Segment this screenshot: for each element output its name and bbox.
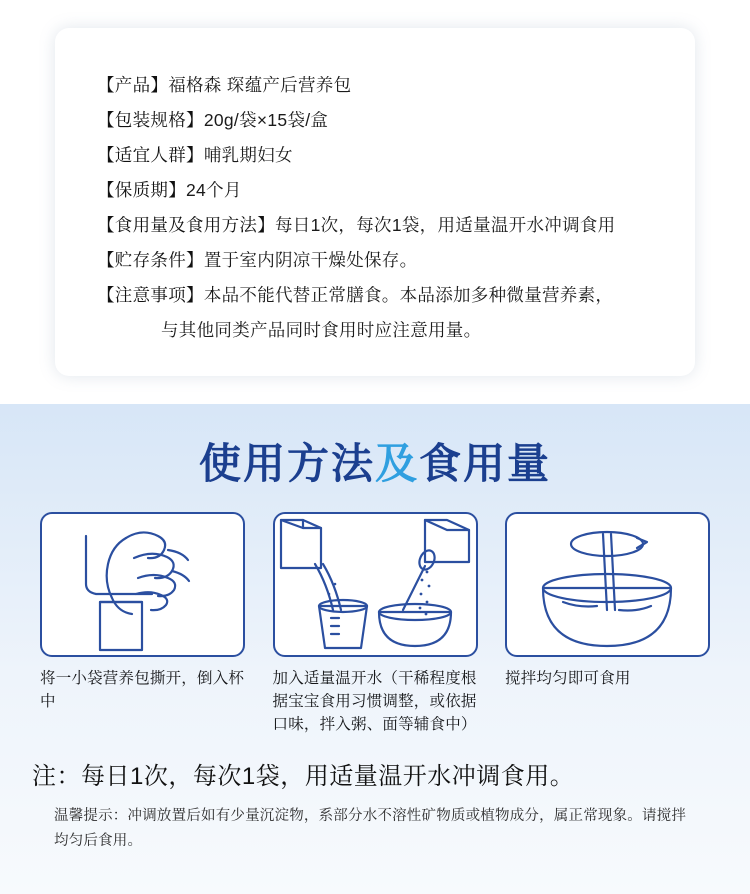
step-2-illustration-box <box>273 512 478 657</box>
step-3-illustration-box <box>505 512 710 657</box>
step-1-illustration-box <box>40 512 245 657</box>
info-row-storage <box>97 243 653 278</box>
info-label-shelf-life: 【保质期】 <box>97 180 186 200</box>
usage-title-part2: 食用量 <box>419 440 552 487</box>
info-row-product <box>97 68 653 103</box>
usage-title-accent: 及 <box>374 440 419 487</box>
step-3-caption: 搅拌均匀即可食用 <box>505 670 631 687</box>
info-row-caution <box>97 278 653 313</box>
info-label-caution: 【注意事项】 <box>97 285 204 305</box>
usage-steps <box>0 490 750 736</box>
info-value-audience: 哺乳期妇女 <box>203 145 293 165</box>
info-row-audience <box>97 138 653 173</box>
usage-note: 注：每日1次，每次1袋，用适量温开水冲调食用。 <box>32 763 575 790</box>
info-label-product: 【产品】 <box>97 75 169 95</box>
info-row-packaging <box>97 103 653 138</box>
info-label-audience: 【适宜人群】 <box>97 145 204 165</box>
info-caution-continuation: 与其他同类产品同时食用时应注意用量。 <box>161 320 482 340</box>
info-label-dosage: 【食用量及食用方法】 <box>97 215 275 235</box>
info-row-shelf-life <box>97 173 653 208</box>
info-value-packaging: 20g/袋×15袋/盒 <box>203 110 329 130</box>
info-value-product: 福格森 琛蕴产后营养包 <box>168 75 352 95</box>
usage-tip: 温馨提示：冲调放置后如有少量沉淀物，系部分水不溶性矿物质或植物成分，属正常现象。请搅拌均匀后食用。 <box>54 808 687 849</box>
usage-step-2 <box>273 512 478 736</box>
usage-section <box>0 404 750 894</box>
usage-step-1 <box>40 512 245 736</box>
info-label-storage: 【贮存条件】 <box>97 250 204 270</box>
product-info-card <box>55 28 695 376</box>
usage-title-part1: 使用方法 <box>198 440 375 487</box>
product-info-section <box>0 0 750 404</box>
stirring-bowl-icon <box>507 514 708 655</box>
step-2-caption: 加入适量温开水（干稀程度根据宝宝食用习惯调整，或依据口味，拌入粥、面等辅食中） <box>272 670 477 733</box>
info-value-dosage: 每日1次，每次1袋，用适量温开水冲调食用 <box>275 215 616 235</box>
pouring-water-cup-bowl-icon <box>275 514 476 655</box>
hand-tearing-sachet-icon <box>42 514 243 655</box>
usage-step-3 <box>505 512 710 736</box>
info-row-dosage <box>97 208 653 243</box>
info-value-storage: 置于室内阴凉干燥处保存。 <box>203 250 418 270</box>
step-1-caption: 将一小袋营养包撕开，倒入杯中 <box>40 670 245 710</box>
usage-title <box>0 438 750 490</box>
info-value-shelf-life: 24个月 <box>186 180 242 200</box>
info-value-caution: 本品不能代替正常膳食。本品添加多种微量营养素， <box>203 285 614 305</box>
info-label-packaging: 【包装规格】 <box>97 110 204 130</box>
